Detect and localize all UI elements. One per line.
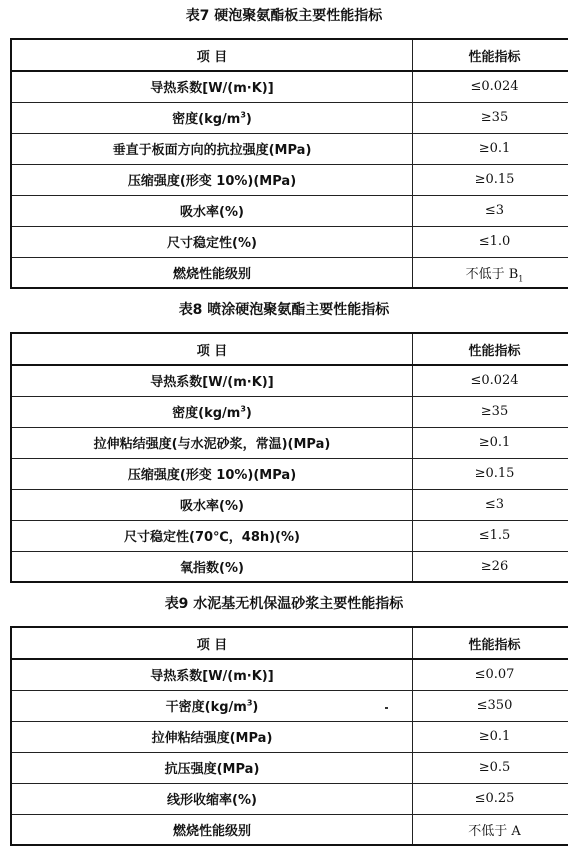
row-item: 压缩强度(形变 10%)(MPa) (11, 458, 413, 489)
row-value: 不低于 A (413, 814, 568, 845)
table-row (11, 133, 568, 164)
row-value: ≥0.5 (413, 752, 568, 783)
row-item: 导热系数[W/(m·K)] (11, 71, 413, 102)
table-9-title: 表9 水泥基无机保温砂浆主要性能指标 (164, 596, 404, 612)
row-item: 拉伸粘结强度(MPa) (11, 721, 413, 752)
header-value: 性能指标 (413, 627, 568, 659)
table-row (11, 396, 568, 427)
row-value: ≤1.0 (413, 226, 568, 257)
row-value: ≤0.024 (413, 365, 568, 396)
row-value: ≥0.15 (413, 164, 568, 195)
table-9 (10, 626, 568, 846)
table-row (11, 783, 568, 814)
table-7 (10, 38, 568, 289)
table-row (11, 195, 568, 226)
header-item: 项 目 (11, 627, 413, 659)
table-row (11, 226, 568, 257)
header-item: 项 目 (11, 333, 413, 365)
row-item: 密度$(kg/m^3)$ (11, 396, 413, 427)
row-item: 尺寸稳定性(%) (11, 226, 413, 257)
table-row (11, 520, 568, 551)
row-value: ≤350 (413, 690, 568, 721)
row-item: 压缩强度(形变 10%)(MPa) (11, 164, 413, 195)
row-item: 尺寸稳定性(70℃，48h)(%) (11, 520, 413, 551)
row-item: 燃烧性能级别 (11, 257, 413, 288)
table-row (11, 427, 568, 458)
row-value: ≥0.1 (413, 721, 568, 752)
table-row (11, 659, 568, 690)
table-8 (10, 332, 568, 583)
table-row (11, 690, 568, 721)
table-row (11, 257, 568, 288)
row-item: 抗压强度(MPa) (11, 752, 413, 783)
row-item: 拉伸粘结强度(与水泥砂浆，常温)(MPa) (11, 427, 413, 458)
header-value: 性能指标 (413, 333, 568, 365)
row-item: 密度$(kg/m^3)$ (11, 102, 413, 133)
table-row (11, 489, 568, 520)
table-7-title: 表7 硬泡聚氨酯板主要性能指标 (185, 8, 383, 24)
row-value: ≤0.024 (413, 71, 568, 102)
row-value: ≥0.15 (413, 458, 568, 489)
table-8-title: 表8 喷涂硬泡聚氨酯主要性能指标 (178, 302, 390, 318)
row-value: ≤1.5 (413, 520, 568, 551)
row-value: ≥35 (413, 396, 568, 427)
row-value: ≤3 (413, 195, 568, 226)
row-value: 不低于 $B_1$ (413, 257, 568, 288)
row-item: 氧指数(%) (11, 551, 413, 582)
scan-speck (385, 707, 388, 709)
row-item: 线形收缩率(%) (11, 783, 413, 814)
row-item: 吸水率(%) (11, 489, 413, 520)
row-value: ≥0.1 (413, 427, 568, 458)
row-item: 垂直于板面方向的抗拉强度(MPa) (11, 133, 413, 164)
row-item: 干密度$(kg/m^3)$ (11, 690, 413, 721)
row-value: ≤0.25 (413, 783, 568, 814)
row-item: 导热系数[W/(m·K)] (11, 659, 413, 690)
table-header-row (11, 627, 568, 659)
table-row (11, 814, 568, 845)
header-value: 性能指标 (413, 39, 568, 71)
row-value: ≥26 (413, 551, 568, 582)
table-row (11, 102, 568, 133)
row-value: ≤3 (413, 489, 568, 520)
table-row (11, 721, 568, 752)
table-row (11, 164, 568, 195)
row-item: 导热系数[W/(m·K)] (11, 365, 413, 396)
table-row (11, 365, 568, 396)
table-row (11, 752, 568, 783)
header-item: 项 目 (11, 39, 413, 71)
table-row (11, 458, 568, 489)
row-value: ≥35 (413, 102, 568, 133)
row-item: 吸水率(%) (11, 195, 413, 226)
table-row (11, 551, 568, 582)
row-value: ≤0.07 (413, 659, 568, 690)
table-row (11, 71, 568, 102)
table-header-row (11, 39, 568, 71)
row-item: 燃烧性能级别 (11, 814, 413, 845)
row-value: ≥0.1 (413, 133, 568, 164)
table-header-row (11, 333, 568, 365)
